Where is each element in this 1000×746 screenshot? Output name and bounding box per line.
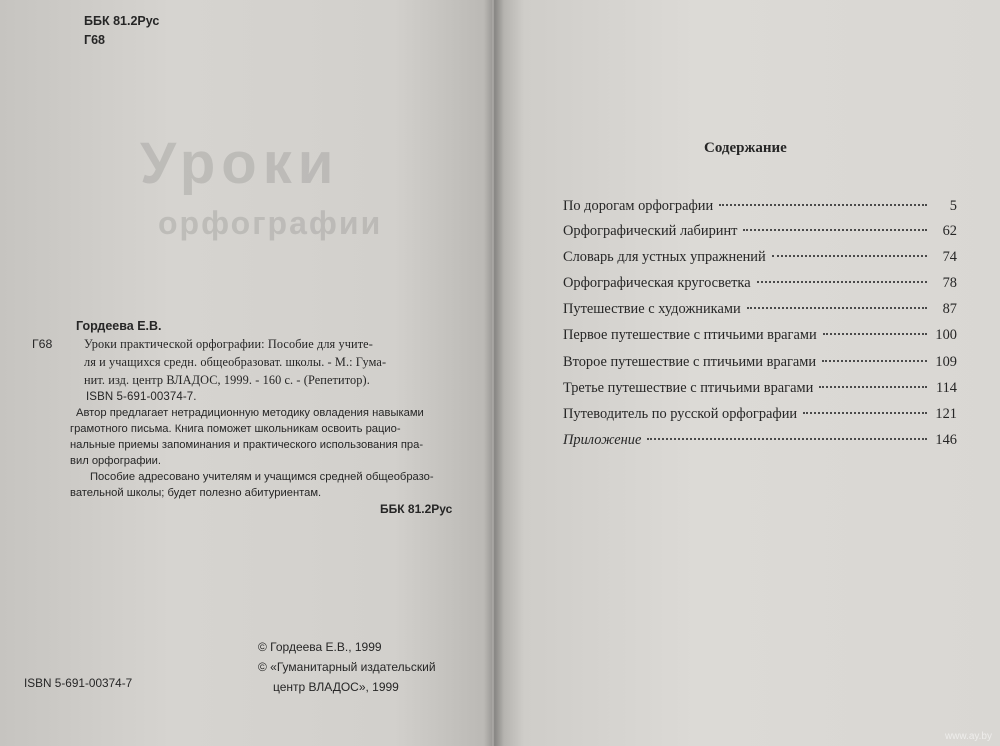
toc-entry-page: 5 <box>949 198 957 214</box>
toc-entry <box>563 198 957 218</box>
toc-entry-page: 87 <box>942 301 957 317</box>
toc-entry-title: Орфографическая кругосветка <box>563 275 751 291</box>
toc-entry-title: Словарь для устных упражнений <box>563 249 766 265</box>
card-author: Гордеева Е.В. <box>76 319 162 333</box>
toc-entry-page: 109 <box>935 354 957 370</box>
annotation-line: нальные приемы запоминания и практического использования пра- <box>70 439 424 451</box>
toc-entry <box>563 406 957 426</box>
toc-leader <box>822 360 927 362</box>
toc-entry <box>563 380 957 400</box>
toc-entry <box>563 275 957 295</box>
toc-entry-page: 62 <box>942 223 957 239</box>
bbk-top: ББК 81.2Рус <box>84 14 160 28</box>
toc-entry-page: 146 <box>935 432 957 448</box>
left-page <box>0 0 492 746</box>
card-code: Г68 <box>32 337 53 351</box>
toc-entry-page: 100 <box>935 327 957 343</box>
toc-entry-title: По дорогам орфографии <box>563 198 714 214</box>
annotation-line: Пособие адресовано учителям и учащимся средней общеобразо- <box>90 471 434 483</box>
toc-leader <box>743 229 927 231</box>
card-line: нит. изд. центр ВЛАДОС, 1999. - 160 с. - (Репетитор). <box>84 373 370 387</box>
isbn-bottom: ISBN 5-691-00374-7 <box>24 676 133 690</box>
cover-ghost-title: Уроки <box>140 131 340 196</box>
toc-entry-title: Путеводитель по русской орфографии <box>563 406 798 422</box>
toc-title: Содержание <box>704 140 787 156</box>
toc-entry-page: 78 <box>942 275 957 291</box>
toc-entry-page: 121 <box>935 406 957 422</box>
toc-entry <box>563 223 957 243</box>
toc-leader <box>647 438 927 440</box>
toc-entry-title: Второе путешествие с птичьими врагами <box>563 354 817 370</box>
book-gutter <box>484 0 504 746</box>
code-top: Г68 <box>84 33 105 47</box>
annotation-line: вательной школы; будет полезно абитуриентам. <box>70 487 322 499</box>
toc-entry-title: Путешествие с художниками <box>563 301 741 317</box>
toc-leader <box>803 412 927 414</box>
toc-leader <box>819 386 927 388</box>
toc-entry-appendix <box>563 432 957 452</box>
toc-entry <box>563 354 957 374</box>
toc-entry <box>563 301 957 321</box>
toc-entry <box>563 249 957 269</box>
bbk-bottom: ББК 81.2Рус <box>380 502 453 516</box>
toc-leader <box>747 307 927 309</box>
site-watermark: www.ay.by <box>944 731 992 742</box>
toc-leader <box>772 255 927 257</box>
annotation-line: вил орфографии. <box>70 455 162 467</box>
toc-entry-page: 114 <box>935 380 957 396</box>
toc-entry <box>563 327 957 347</box>
toc-leader <box>757 281 927 283</box>
annotation-line: грамотного письма. Книга поможет школьникам освоить рацио- <box>70 423 401 435</box>
copyright-publisher: © «Гуманитарный издательский <box>258 660 436 674</box>
toc-leader <box>719 204 927 206</box>
cover-ghost-subtitle: орфографии <box>158 205 383 241</box>
toc-entry-title: Третье путешествие с птичьими врагами <box>563 380 814 396</box>
toc-entry-title: Первое путешествие с птичьими врагами <box>563 327 817 343</box>
toc-entry-page: 74 <box>942 249 957 265</box>
card-isbn: ISBN 5-691-00374-7. <box>86 391 197 403</box>
toc-entry-title: Приложение <box>563 432 642 448</box>
annotation-line: Автор предлагает нетрадиционную методику овладения навыками <box>76 407 424 419</box>
card-line: ля и учащихся средн. общеобразоват. школы. - М.: Гума- <box>84 355 387 369</box>
copyright-author: © Гордеева Е.В., 1999 <box>258 640 382 654</box>
copyright-publisher-cont: центр ВЛАДОС», 1999 <box>273 680 399 694</box>
toc-leader <box>823 333 927 335</box>
toc-entry-title: Орфографический лабиринт <box>563 223 738 239</box>
card-line: Уроки практической орфографии: Пособие для учите- <box>84 337 373 351</box>
